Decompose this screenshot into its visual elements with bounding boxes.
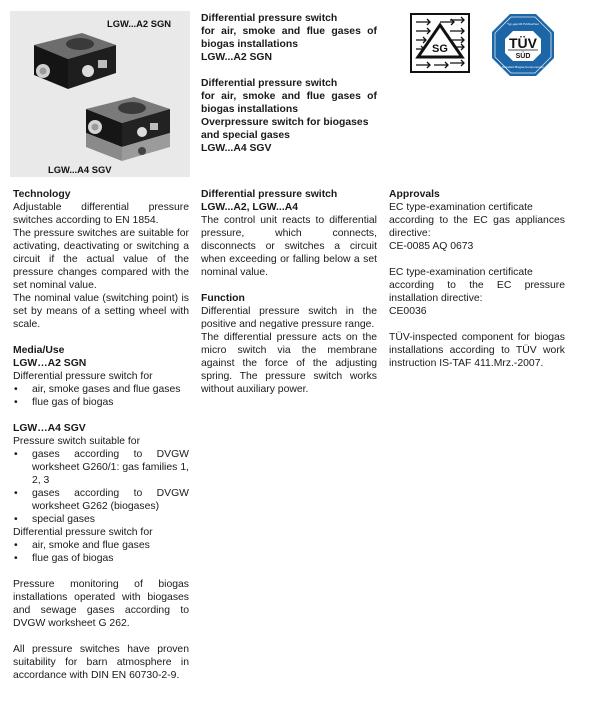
approval-cert2-line: EC type-examination certificate: [389, 267, 533, 278]
list-item: • special gases: [13, 513, 189, 526]
product-image: [10, 11, 190, 177]
header-line: and special gases: [201, 130, 290, 141]
header-line: biogas installations: [201, 39, 298, 50]
header-line: Differential pressure switch: [201, 78, 338, 89]
column-approvals: [389, 188, 565, 370]
pressure-switch-a2-image: [24, 27, 124, 97]
suitability-paragraph: All pressure switches have proven suitability for barn atmosphere in accordance with DIN EN 60730-2-9.: [13, 644, 189, 681]
media-a2-title: LGW…A2 SGN: [13, 358, 87, 369]
approval-cert1-line: according to the EC gas appliances directive:: [389, 215, 565, 239]
approval-cert2-line: according to the EC pressure installation directive:: [389, 280, 565, 304]
media-a4-list2: [13, 539, 189, 565]
technology-heading: Technology: [13, 189, 71, 200]
list-item: • gases according to DVGW worksheet G262 (biogases): [13, 487, 189, 513]
product-label-a2: LGW...A2 SGN: [107, 18, 172, 29]
technology-paragraph: Adjustable differential pressure switches according to EN 1854.: [13, 202, 189, 226]
diff-switch-heading: Differential pressure switch: [201, 189, 338, 200]
header-line: Overpressure switch for biogases: [201, 117, 369, 128]
tuv-main-text: TÜV: [509, 35, 537, 51]
list-item: • flue gas of biogas: [13, 396, 189, 409]
media-a4-list: [13, 448, 189, 526]
tuv-sub-text: SÜD: [515, 53, 531, 60]
technology-paragraph: The pressure switches are suitable for activating, deactivating or switching a circuit if the actual value of the pressure changes compared with the set nominal value.: [13, 228, 189, 291]
list-item: • air, smoke gases and flue gases: [13, 383, 189, 396]
header-line: biogas installations: [201, 104, 298, 115]
technology-paragraph: The nominal value (switching point) is set by means of a setting wheel with scale.: [13, 293, 189, 330]
diff-switch-models: LGW...A2, LGW...A4: [201, 202, 298, 213]
media-a4-intro2: Differential pressure switch for: [13, 527, 153, 538]
approval-cert2-code: CE0036: [389, 306, 427, 317]
diff-switch-text: The control unit reacts to differential pressure, which connects, disconnects or switches a circuit when exceeding or falling below a set nominal value.: [201, 215, 377, 278]
header-model: LGW...A2 SGN: [201, 52, 273, 63]
approval-tuv-text: TÜV-inspected component for biogas installations according to TÜV work instruction IS-TAF 411.Mrz.-2007.: [389, 332, 565, 369]
tuv-sud-badge-icon: [491, 13, 555, 77]
media-use-heading: Media/Use: [13, 345, 65, 356]
media-a2-list: [13, 383, 189, 409]
function-paragraph: Differential pressure switch in the positive and negative pressure range.: [201, 306, 377, 330]
sg-logo-text: SG: [432, 43, 448, 55]
approvals-heading: Approvals: [389, 189, 440, 200]
tuv-top-text: Typ-geprüft Prüfzeichen: [507, 22, 539, 26]
function-paragraph: The differential pressure acts on the micro switch via the membrane against the force of the adjusting spring. The pressure switch works without auxiliary power.: [201, 332, 377, 395]
product-label-a4: LGW...A4 SGV: [48, 164, 112, 175]
approval-cert1-code: CE-0085 AQ 0673: [389, 241, 474, 252]
function-heading: Function: [201, 293, 245, 304]
media-a2-intro: Differential pressure switch for: [13, 371, 153, 382]
tuv-bottom-text: Standard Biogas-Komponenten: [502, 65, 544, 69]
pressure-switch-a4-image: [78, 93, 178, 165]
media-a4-intro: Pressure switch suitable for: [13, 436, 141, 447]
header-model: LGW...A4 SGV: [201, 143, 272, 154]
media-a4-title: LGW…A4 SGV: [13, 423, 86, 434]
header-line: for air, smoke and flue gases of: [201, 26, 377, 37]
column-technology-media: [13, 188, 189, 682]
monitoring-paragraph: Pressure monitoring of biogas installations operated with biogases and sewage gases according to DVGW worksheet G 262.: [13, 579, 189, 629]
column-diff-function: [201, 188, 377, 396]
header-description: [201, 12, 377, 155]
sg-gas-mark-icon: [410, 13, 470, 73]
header-line: for air, smoke and flue gases of: [201, 91, 377, 102]
list-item: • gases according to DVGW worksheet G260/1: gas families 1, 2, 3: [13, 448, 189, 487]
header-line: Differential pressure switch: [201, 13, 338, 24]
list-item: • flue gas of biogas: [13, 552, 189, 565]
approval-cert1-line: EC type-examination certificate: [389, 202, 533, 213]
list-item: • air, smoke and flue gases: [13, 539, 189, 552]
